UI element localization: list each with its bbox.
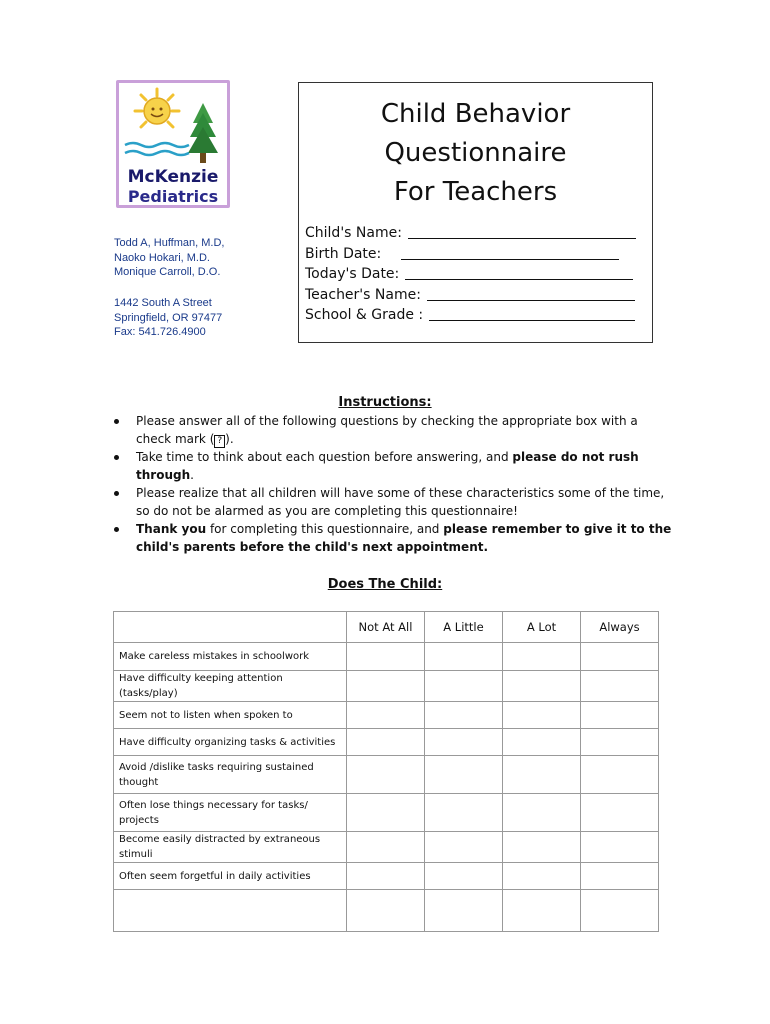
address-street: 1442 South A Street [114, 297, 212, 309]
document-title [299, 95, 652, 212]
table-row [114, 794, 659, 832]
behavior-table [113, 611, 659, 932]
rating-cell[interactable] [347, 643, 425, 671]
field-label: Teacher's Name: [305, 286, 421, 303]
title-line: Questionnaire [384, 138, 567, 168]
behavior-item: Often seem forgetful in daily activities [114, 863, 347, 890]
teachers-name-field[interactable] [305, 285, 636, 306]
behavior-item: Avoid /dislike tasks requiring sustained thought [114, 756, 347, 794]
rating-cell[interactable] [425, 756, 503, 794]
behavior-item [114, 890, 347, 932]
instructions-heading: Instructions: [338, 395, 432, 410]
field-label: Child's Name: [305, 225, 402, 241]
table-row [114, 863, 659, 890]
column-header-a-lot: A Lot [503, 612, 581, 643]
column-header-not-at-all: Not At All [347, 612, 425, 643]
childs-name-field[interactable] [305, 223, 636, 244]
doctor-name: Naoko Hokari, M.D. [114, 251, 210, 264]
instruction-text: . [190, 468, 194, 482]
rating-cell[interactable] [581, 702, 659, 729]
instruction-text: Please realize that all children will have some of these characteristics some of the time, so do not be alarmed as you are completing this questionnaire! [136, 486, 665, 518]
rating-cell[interactable] [425, 890, 503, 932]
table-row [114, 832, 659, 863]
instructions-list [112, 412, 672, 556]
instruction-text: ). [225, 432, 234, 446]
field-label: Today's Date: [305, 266, 400, 282]
rating-cell[interactable] [581, 756, 659, 794]
table-row [114, 671, 659, 702]
table-header-row [114, 612, 659, 643]
water-waves [125, 143, 189, 155]
instruction-text: Take time to think about each question before answering, and [136, 450, 513, 464]
instruction-item [112, 484, 672, 520]
column-header-always: Always [581, 612, 659, 643]
rating-cell[interactable] [503, 832, 581, 863]
rating-cell[interactable] [347, 832, 425, 863]
behavior-item: Seem not to listen when spoken to [114, 702, 347, 729]
instruction-item [112, 520, 672, 556]
rating-cell[interactable] [581, 729, 659, 756]
bullet-icon [114, 491, 119, 496]
behavior-item: Often lose things necessary for tasks/ projects [114, 794, 347, 832]
behavior-item: Make careless mistakes in schoolwork [114, 643, 347, 671]
field-label: Birth Date: [305, 245, 382, 262]
instruction-text: Please answer all of the following questions by checking the appropriate box with a check mark ( [136, 414, 638, 446]
behavior-item: Become easily distracted by extraneous stimuli [114, 832, 347, 863]
rating-cell[interactable] [503, 702, 581, 729]
school-grade-field[interactable] [305, 305, 636, 326]
rating-cell[interactable] [581, 890, 659, 932]
rating-cell[interactable] [425, 671, 503, 702]
doctor-list [114, 236, 224, 280]
logo-line2: Pediatrics [127, 187, 219, 206]
field-line[interactable] [408, 223, 636, 239]
field-line[interactable] [401, 244, 619, 260]
table-row [114, 890, 659, 932]
doctor-name: Monique Carroll, D.O. [114, 266, 221, 278]
rating-cell[interactable] [347, 863, 425, 890]
instruction-text: for completing this questionnaire, and [206, 522, 444, 536]
column-header-a-little: A Little [425, 612, 503, 643]
checkbox-symbol-icon: ? [214, 435, 225, 448]
rating-cell[interactable] [503, 671, 581, 702]
rating-cell[interactable] [425, 643, 503, 671]
instruction-text: Thank you [136, 522, 207, 536]
behavior-item: Have difficulty organizing tasks & activities [114, 729, 347, 756]
title-line: Child Behavior [380, 99, 571, 129]
rating-cell[interactable] [581, 794, 659, 832]
rating-cell[interactable] [503, 756, 581, 794]
address-city: Springfield, OR 97477 [114, 311, 223, 324]
rating-cell[interactable] [425, 863, 503, 890]
instruction-text: please do not rush through [136, 450, 639, 482]
rating-cell[interactable] [425, 729, 503, 756]
rating-cell[interactable] [347, 756, 425, 794]
rating-cell[interactable] [347, 729, 425, 756]
rating-cell[interactable] [581, 863, 659, 890]
field-line[interactable] [427, 285, 635, 301]
table-row [114, 702, 659, 729]
table-row [114, 756, 659, 794]
rating-cell[interactable] [503, 890, 581, 932]
bullet-icon [114, 527, 119, 532]
rating-cell[interactable] [347, 671, 425, 702]
rating-cell[interactable] [581, 832, 659, 863]
field-line[interactable] [429, 305, 635, 321]
title-line: For Teachers [393, 177, 558, 207]
questionnaire-heading: Does The Child: [327, 577, 443, 592]
table-row [114, 729, 659, 756]
todays-date-field[interactable] [305, 264, 636, 285]
instruction-item [112, 412, 672, 448]
rating-cell[interactable] [503, 863, 581, 890]
sun-icon [144, 98, 170, 124]
fax-number: Fax: 541.726.4900 [114, 326, 206, 338]
item-column-header [114, 612, 347, 643]
field-label: School & Grade : [305, 307, 424, 323]
table-row [114, 643, 659, 671]
bullet-icon [114, 419, 119, 424]
rating-cell[interactable] [581, 671, 659, 702]
rating-cell[interactable] [503, 729, 581, 756]
rating-cell[interactable] [347, 890, 425, 932]
tree-icon [188, 103, 218, 163]
mckenzie-pediatrics-logo [116, 80, 230, 208]
rating-cell[interactable] [425, 794, 503, 832]
rating-cell[interactable] [347, 794, 425, 832]
birth-date-field[interactable] [305, 244, 636, 265]
bullet-icon [114, 455, 119, 460]
rating-cell[interactable] [425, 832, 503, 863]
title-box [298, 82, 653, 343]
rating-cell[interactable] [503, 794, 581, 832]
rating-cell[interactable] [425, 702, 503, 729]
header-fields [305, 223, 636, 326]
doctor-name: Todd A, Huffman, M.D, [114, 237, 225, 249]
instruction-text: please remember to give it to the child's parents before the child's next appointment. [136, 522, 672, 554]
field-line[interactable] [405, 264, 633, 280]
instruction-item [112, 448, 672, 484]
clinic-address [114, 296, 222, 340]
rating-cell[interactable] [503, 643, 581, 671]
behavior-item: Have difficulty keeping attention (tasks/play) [114, 671, 347, 702]
rating-cell[interactable] [347, 702, 425, 729]
rating-cell[interactable] [581, 643, 659, 671]
logo-line1: McKenzie [127, 167, 219, 187]
